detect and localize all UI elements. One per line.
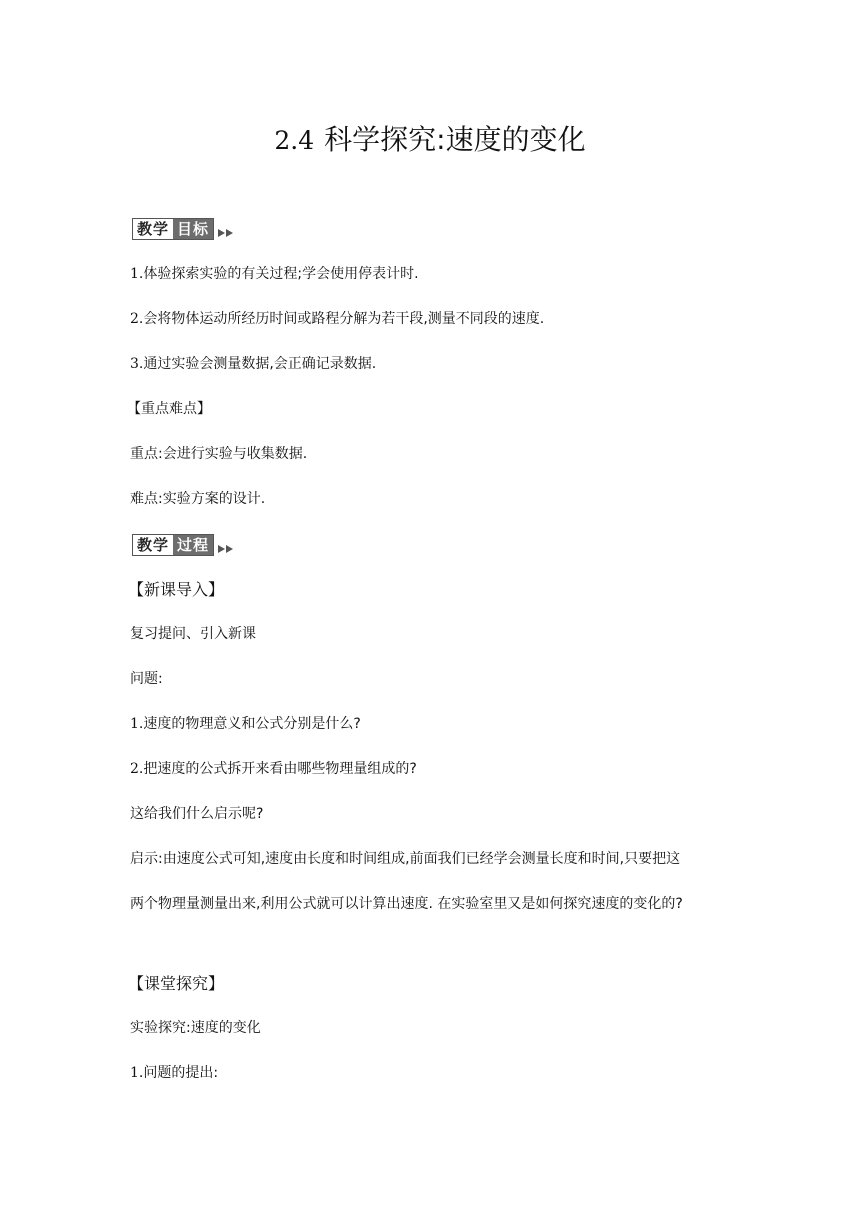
- review-text: 复习提问、引入新课: [130, 626, 256, 642]
- intro-heading: 【新课导入】: [128, 580, 225, 599]
- explore-heading: 【课堂探究】: [128, 974, 225, 993]
- hint-line-1: 启示:由速度公式可知,速度由长度和时间组成,前面我们已经学会测量长度和时间,只要把这: [130, 851, 681, 867]
- page-title: [0, 120, 860, 161]
- question-label: 问题:: [130, 671, 163, 687]
- teaching-process-badge: [132, 533, 234, 557]
- badge-plain-label: 教学: [133, 219, 173, 239]
- question-item-1: 1.速度的物理意义和公式分别是什么?: [130, 716, 361, 732]
- hint-line-2: 两个物理量测量出来,利用公式就可以计算出速度. 在实验室里又是如何探究速度的变化的?: [130, 896, 683, 912]
- explore-title: 实验探究:速度的变化: [130, 1020, 261, 1036]
- enlighten-question: 这给我们什么启示呢?: [130, 806, 264, 822]
- step-item-1: 1.问题的提出:: [130, 1065, 219, 1081]
- goal-item-2: 2.会将物体运动所经历时间或路程分解为若干段,测量不同段的速度.: [130, 311, 545, 327]
- title-text: 科学探究:速度的变化: [324, 123, 586, 156]
- teaching-goals-badge: [132, 217, 234, 241]
- key-point: 重点:会进行实验与收集数据.: [130, 446, 308, 462]
- badge-dark-label: 目标: [173, 219, 213, 239]
- key-points-heading: 【重点难点】: [127, 401, 211, 417]
- badge-dark-label: 过程: [173, 535, 213, 555]
- difficulty: 难点:实验方案的设计.: [130, 491, 266, 507]
- goal-item-1: 1.体验探索实验的有关过程;学会使用停表计时.: [130, 266, 419, 282]
- badge-plain-label: 教学: [133, 535, 173, 555]
- double-arrow-icon: [218, 229, 234, 237]
- double-arrow-icon: [218, 545, 234, 553]
- title-number: 2.4: [274, 126, 315, 155]
- question-item-2: 2.把速度的公式拆开来看由哪些物理量组成的?: [130, 761, 417, 777]
- goal-item-3: 3.通过实验会测量数据,会正确记录数据.: [130, 356, 377, 372]
